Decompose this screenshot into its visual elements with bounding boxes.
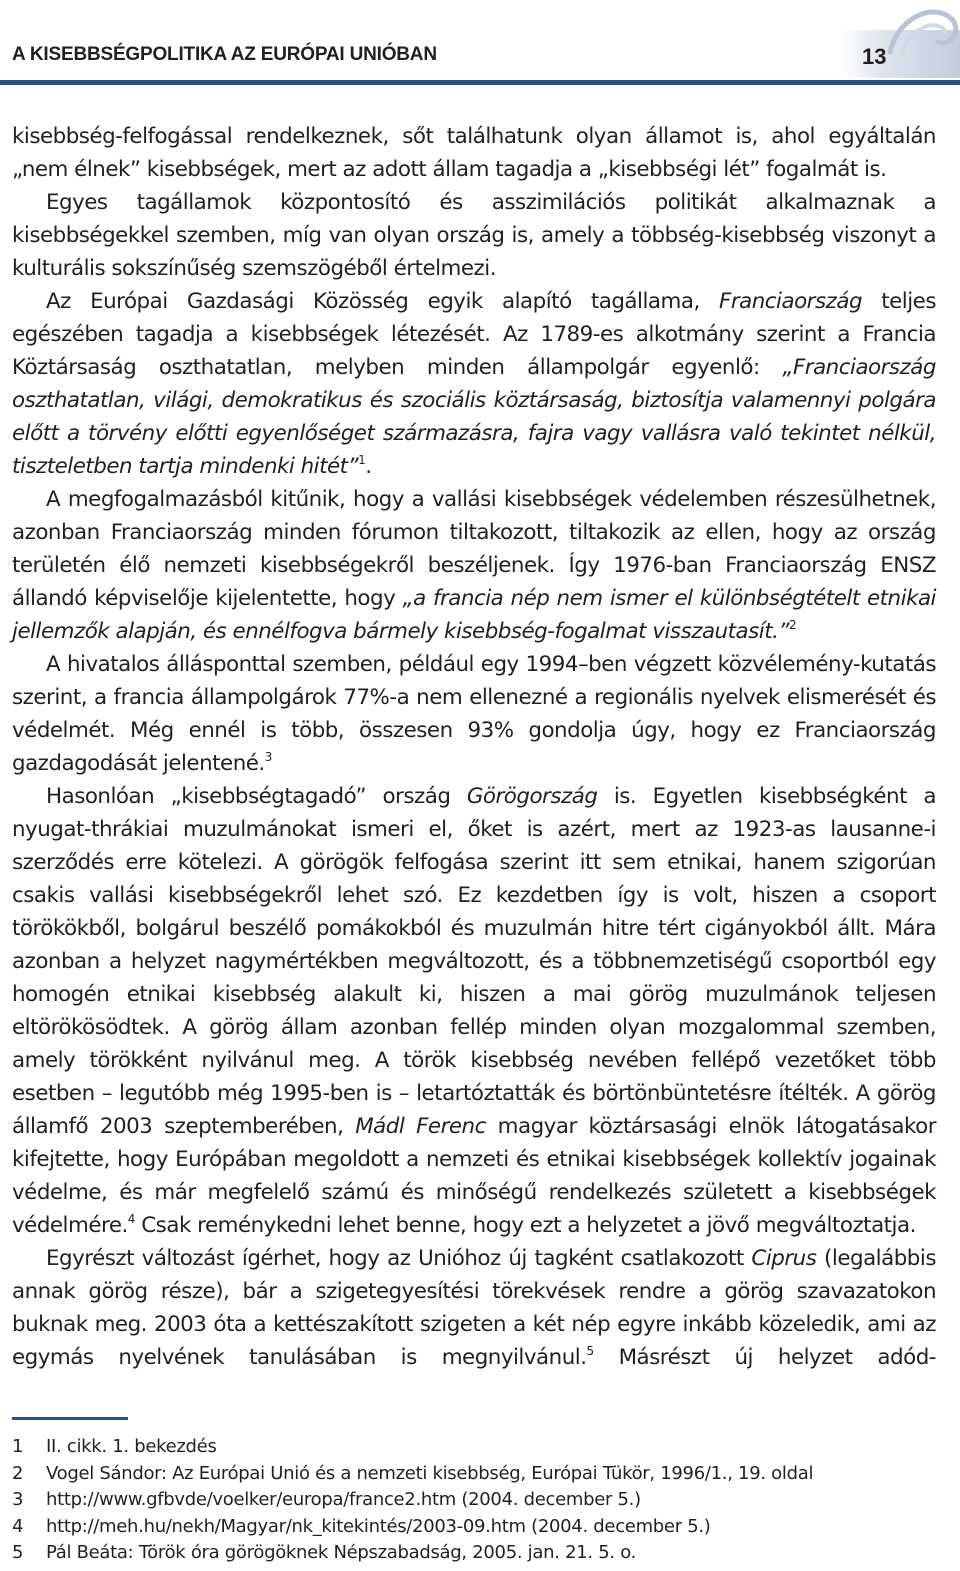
paragraph-4: A megfogalmazásból kitűnik, hogy a vallási kisebbségek védelemben részesülhetnek, azonban Franciaország minden fórumon tiltakozott, tiltakozik az ellen, hogy az ország területén élő nemzeti kisebbségekről beszéljenek. Így 1976-ban Franciaország ENSZ állandó képviselője kijelentette, hogy „a francia nép nem ismer el különbségtételt etnikai jellemzők alapján, és ennélfogva bármely kisebbség-fogalmat visszautasít.”$^2$ [12,487,937,644]
footnote-item: 3 http://www.gfbvde/voelker/europa/france2.htm (2004. december 5.) [12,1489,641,1510]
footnote-item: 1 II. cikk. 1. bekezdés [12,1436,217,1457]
footnote-ref-2: 2 [788,618,797,632]
page-number: 13 [862,44,887,69]
footnote-ref-3: 3 [264,750,272,764]
paragraph-6: Hasonlóan „kisebbségtagadó” ország Görögország is. Egyetlen kisebbségként a nyugat-thrákiai muzulmánokat ismeri el, őket is azért, mert az 1923-as lausanne-i szerződés erre kötelezi. A görögök felfogása szerint itt sem etnikai, hanem szigorúan csakis vallási kisebbségekről lehet szó. Ez kezdetben így is volt, hiszen a csoport törökökből, bolgárul beszélő pomákokból és muzulmán hitre tért cigányokból állt. Mára azonban a helyzet nagymértékben megváltozott, és a többnemzetiségű csoportból egy homogén etnikai kisebbség alakult ki, hiszen a mai görög muzulmánok teljesen eltörökösödtek. A görög állam azonban fellép minden olyan mozgalommal szemben, amely törökként nyilvánul meg. A török kisebbség nevében fellépő vezetőket több esetben – legutóbb még 1995-ben is – letartóztatták és börtönbüntetésre ítélték. A görög államfő 2003 szeptemberében, Mádl Ferenc magyar köztársasági elnök látogatásakor kifejtette, hogy Európában megoldott a nemzeti és etnikai kisebbségek kollektív jogainak védelme, és már megfelelő számú és minőségű rendelkezés született a kisebbségek védelmére.$^4$ Csak reménykedni lehet benne, hogy ezt a helyzetet a jövő megváltoztatja. [12,784,936,1238]
footnote-item: 4 http://meh.hu/nekh/Magyar/nk_kitekintés/2003-09.htm (2004. december 5.) [12,1515,711,1537]
paragraph-5: A hivatalos állásponttal szemben, például egy 1994–ben végzett közvélemény-kutatás szerint, a francia állampolgárok 77%-a nem ellenezné a regionális nyelvek elismerését és védelmét. Még ennél is több, összesen 93% gondolja úgy, hogy ez Franciaország gazdagodását jelentené.$^3$ [12,652,936,776]
running-title: A KISEBBSÉGPOLITIKA AZ EURÓPAI UNIÓBAN [12,44,437,65]
swirl-decoration-icon [880,2,960,62]
page-header [0,0,960,95]
footnote-ref-5: 5 [586,1344,594,1358]
footnote-item: 5 Pál Beáta: Török óra görögöknek Népszabadság, 2005. jan. 21. 5. o. [12,1542,637,1563]
footnotes [12,1434,942,1567]
paragraph-1: kisebbség-felfogással rendelkeznek, sőt találhatunk olyan államot is, ahol egyáltalán „nem élnek” kisebbségek, mert az adott állam tagadja a „kisebbségi lét” fogalmát is. [12,124,936,182]
paragraph-2: Egyes tagállamok központosító és asszimilációs politikát alkalmaznak a kisebbségekkel szemben, míg van olyan ország is, amely a többség-kisebbség viszonyt a kulturális sokszínűség szemszögéből értelmezi. [12,190,936,281]
footnote-ref-1: 1 [358,453,366,467]
paragraph-7: Egyrészt változást ígérhet, hogy az Unióhoz új tagként csatlakozott Ciprus (legalábbis annak görög része), bár a szigetegyesítési törekvések rendre a görög szavazatokon buknak meg. 2003 óta a kettészakított szigeten a két nép egyre inkább közeledik, ami az egymás nyelvének tanulásában is megnyilvánul.$^5$ Másrészt új helyzet adód- [12,1246,936,1370]
paragraph-3: Az Európai Gazdasági Közösség egyik alapító tagállama, Franciaország teljes egészében tagadja a kisebbségek létezését. Az 1789-es alkotmány szerint a Francia Köztársaság oszthatatlan, melyben minden állampolgár egyenlő: „Franciaország oszthatatlan, világi, demokratikus és szociális köztársaság, biztosítja valamennyi polgára előtt a törvény előtti egyenlőséget származásra, fajra vagy vallásra való tekintet nélkül, tiszteletben tartja mindenki hitét”$^1$. [12,289,936,479]
footnote-item: 2 Vogel Sándor: Az Európai Unió és a nemzeti kisebbség, Európai Tükör, 1996/1., 19. oldal [12,1462,814,1484]
footnote-rule [12,1417,128,1420]
footnote-ref-4: 4 [127,1212,135,1226]
article-body [12,120,936,1374]
header-rule [0,80,960,85]
